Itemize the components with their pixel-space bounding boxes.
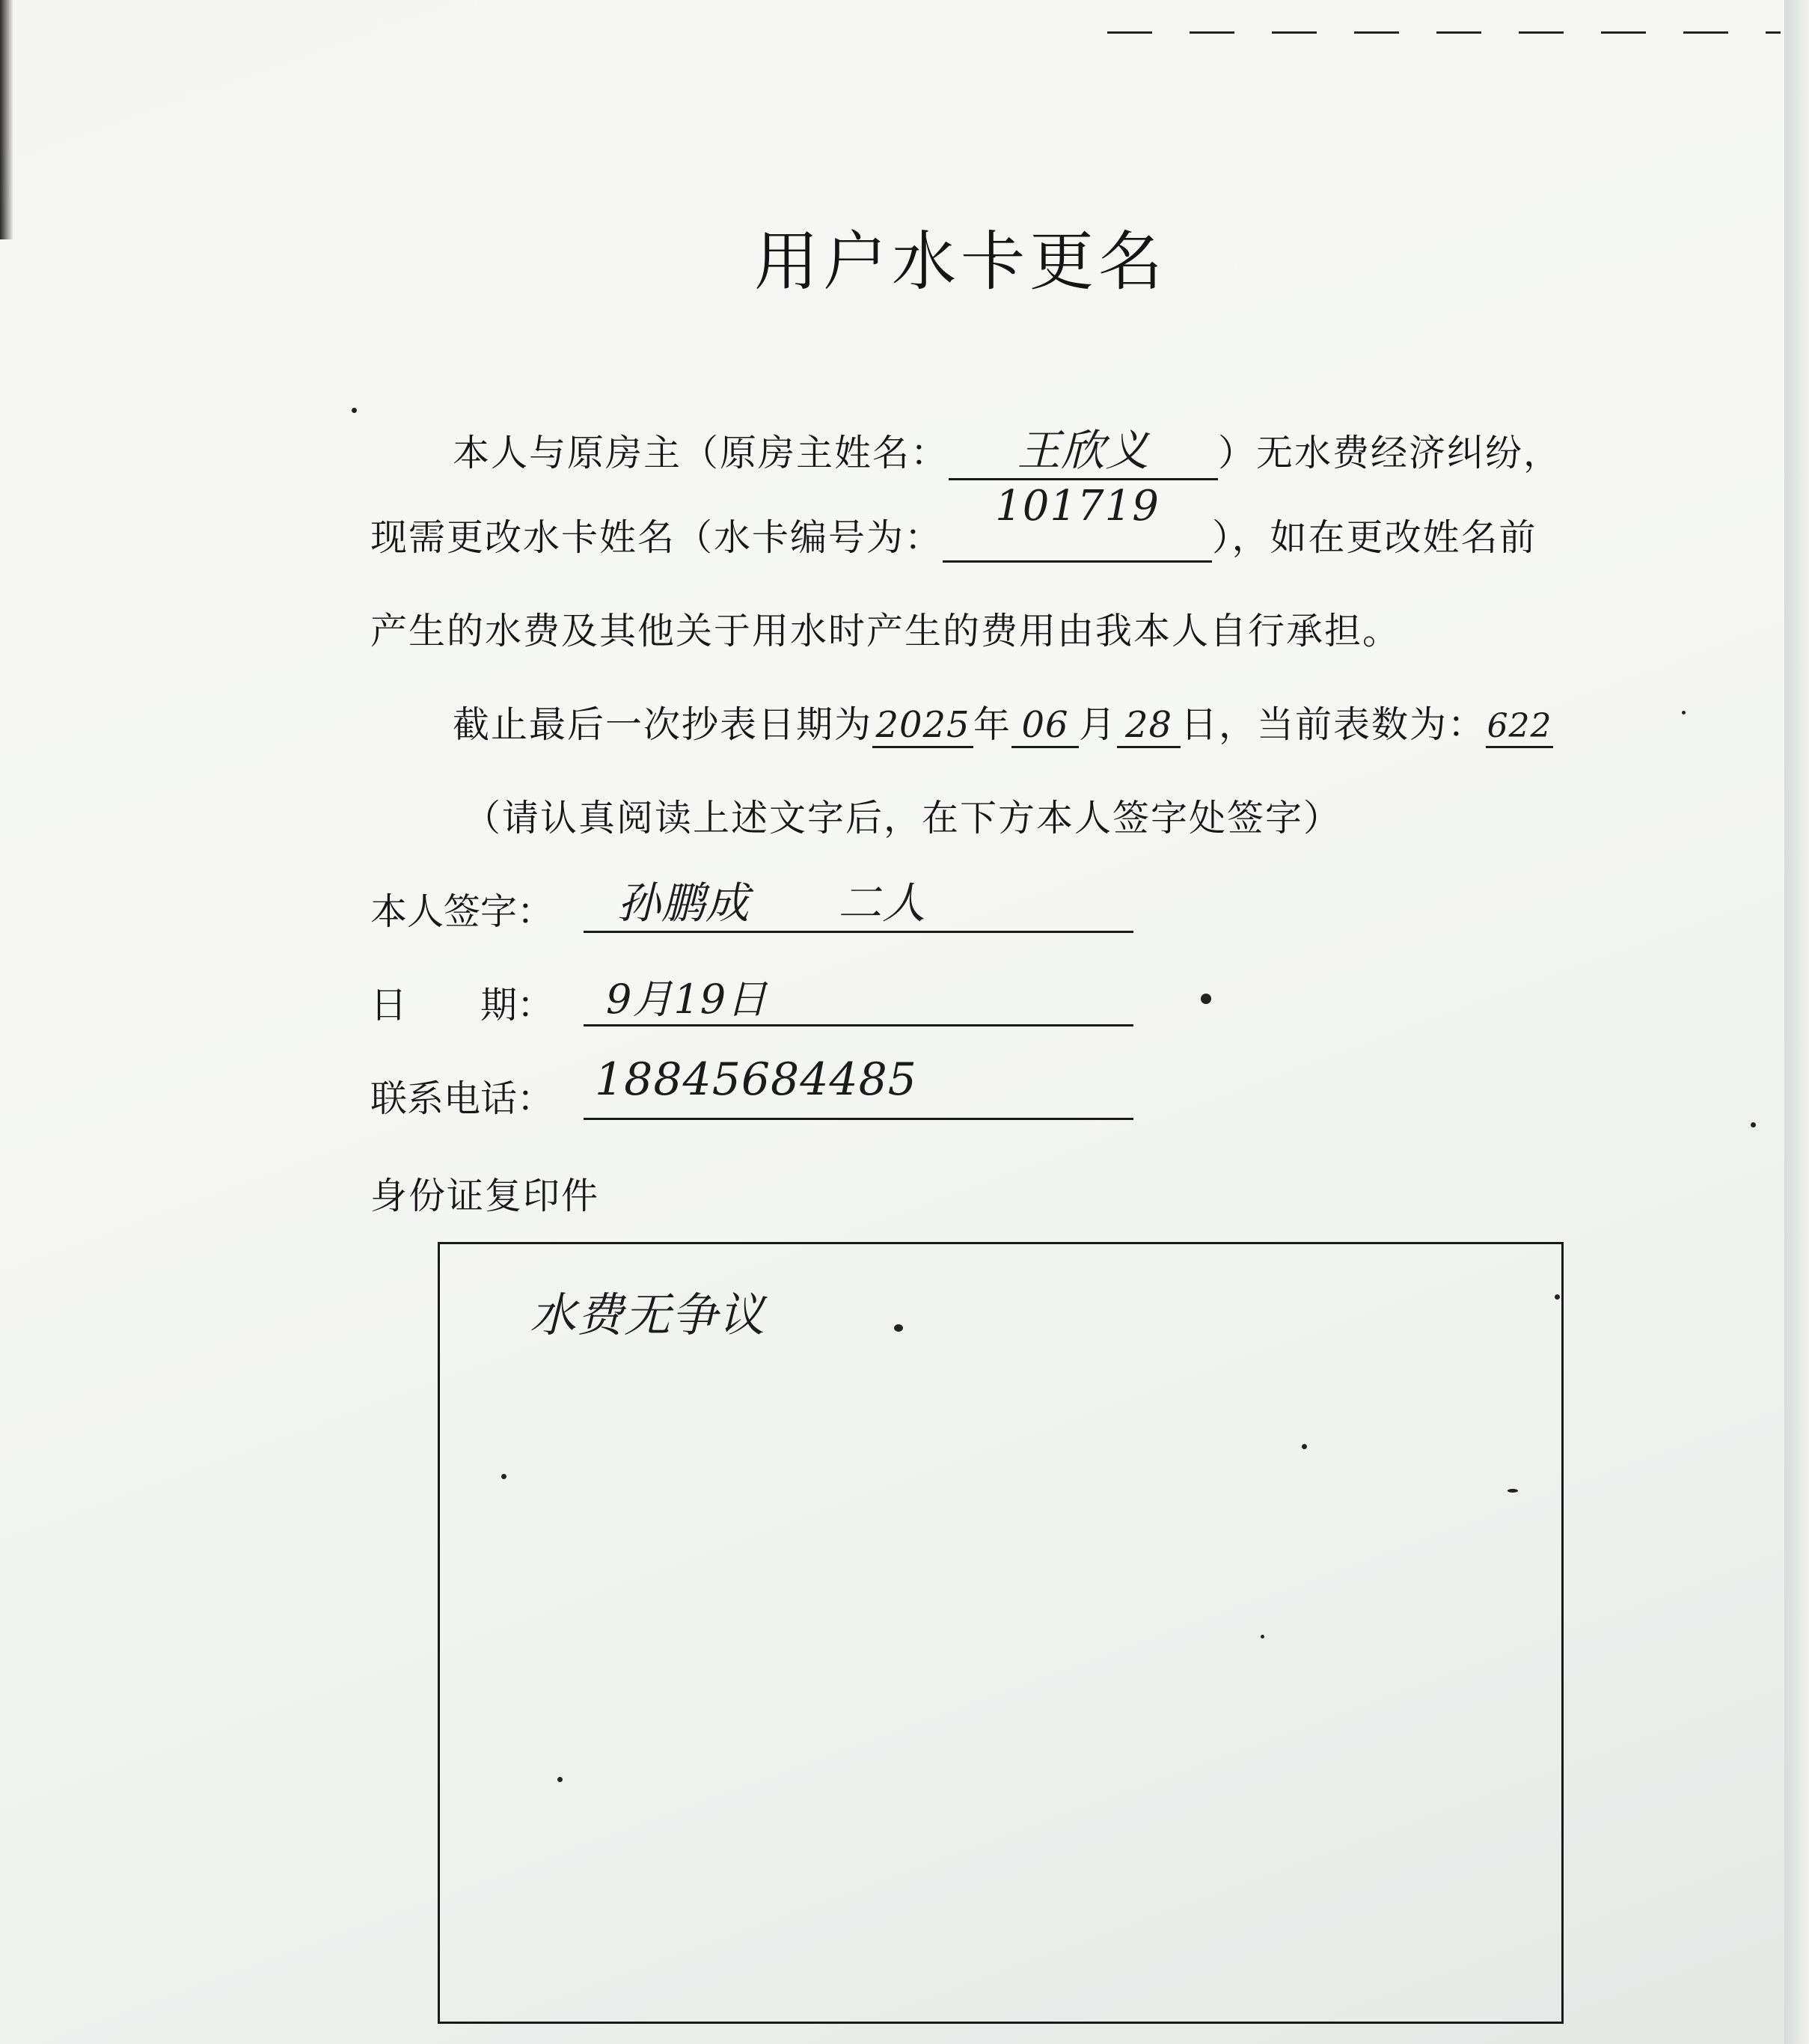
card-number-handwritten: 101719 (995, 482, 1160, 530)
speck (1555, 1294, 1560, 1300)
owner-name-handwritten: 王欣义 (1017, 425, 1150, 476)
date-row (370, 976, 1133, 1029)
speck (352, 408, 357, 413)
phone-row (370, 1053, 1133, 1122)
para-card-text-a: 现需更改水卡姓名（水卡编号为： (370, 516, 943, 559)
month-blank (1011, 703, 1079, 748)
phone-handwritten: 18845684485 (595, 1053, 917, 1106)
day-label: 日，当前表数为： (1181, 703, 1487, 746)
speck (894, 1324, 903, 1332)
speck (1201, 994, 1211, 1004)
top-dashed-rule (1107, 31, 1781, 34)
speck (1508, 1489, 1518, 1493)
card-number-blank (943, 482, 1212, 563)
speck (1751, 1122, 1756, 1127)
id-copy-box (438, 1242, 1564, 2024)
signature-label: 本人签字： (370, 890, 554, 933)
speck (557, 1777, 563, 1782)
para-card-line (370, 482, 1537, 563)
signature-row (370, 878, 1133, 935)
id-copy-handwritten-note: 水费无争议 (530, 1288, 766, 1342)
id-copy-label: 身份证复印件 (370, 1175, 600, 1217)
meter-reading-handwritten: 622 (1487, 707, 1552, 745)
para-owner-line (453, 415, 1561, 480)
signing-instruction: （请认真阅读上述文字后，在下方本人签字处签字） (464, 797, 1342, 839)
phone-label: 联系电话： (370, 1077, 554, 1120)
corner-shadow (0, 0, 13, 239)
para-card-text-b: ），如在更改姓名前 (1212, 516, 1537, 559)
owner-name-blank (949, 415, 1218, 480)
month-label: 月 (1079, 703, 1118, 746)
year-handwritten: 2025 (875, 704, 970, 746)
para-meter-line (453, 696, 1553, 748)
month-handwritten: 06 (1021, 704, 1069, 746)
speck (1261, 1635, 1264, 1638)
phone-underline (584, 1118, 1133, 1120)
year-label: 年 (973, 703, 1012, 746)
date-handwritten: 9月19日 (606, 976, 768, 1023)
speck (1682, 711, 1686, 715)
para-owner-text-a: 本人与原房主（原房主姓名： (453, 432, 949, 474)
paper-edge (1784, 0, 1809, 2044)
para-owner-text-b: ）无水费经济纠纷， (1218, 432, 1562, 474)
speck (501, 1474, 506, 1479)
signature-underline (584, 931, 1133, 933)
speck (1302, 1444, 1307, 1449)
para-fees-line: 产生的水费及其他关于用水时产生的费用由我本人自行承担。 (370, 610, 1401, 652)
day-blank (1117, 703, 1181, 748)
document-title: 用户水卡更名 (754, 224, 1167, 299)
date-label: 日 期： (370, 984, 554, 1026)
meter-reading-blank (1486, 703, 1553, 748)
date-underline (584, 1024, 1133, 1026)
signature-handwritten: 孙鹏成 二人 (617, 878, 927, 928)
para-meter-text-a: 截止最后一次抄表日期为 (453, 703, 873, 746)
year-blank (872, 703, 973, 748)
day-handwritten: 28 (1125, 704, 1173, 746)
